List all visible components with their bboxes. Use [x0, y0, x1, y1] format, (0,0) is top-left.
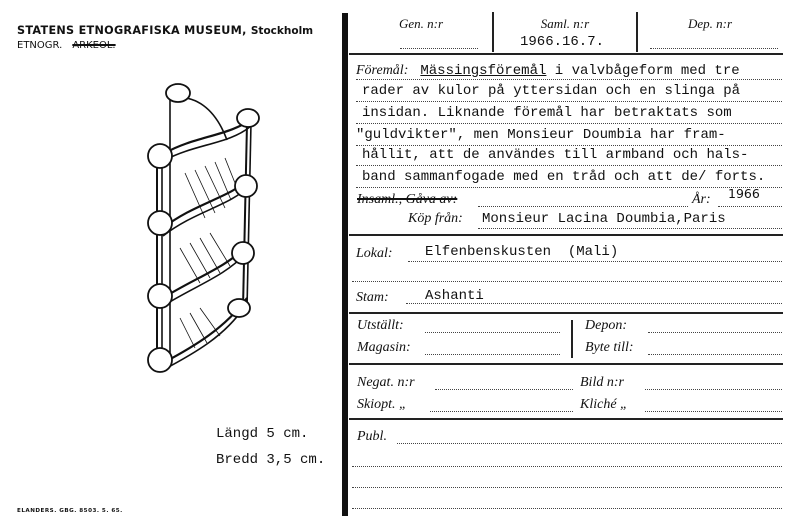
kop-value: Monsieur Lacina Doumbia,Paris [482, 211, 726, 227]
dotted-line [356, 101, 782, 102]
divider [349, 53, 783, 55]
kliche-field[interactable] [645, 411, 782, 412]
stam-value: Ashanti [425, 288, 484, 304]
dotted-line [356, 165, 782, 166]
year-value: 1966 [728, 186, 760, 201]
byte-till-field[interactable] [648, 354, 782, 355]
utstallt-label: Utställt: [357, 318, 404, 333]
negat-label: Negat. n:r [357, 375, 415, 390]
utstallt-field[interactable] [425, 332, 560, 333]
magasin-field[interactable] [425, 354, 560, 355]
stam-label: Stam: [356, 290, 389, 305]
publ-line[interactable] [352, 466, 782, 467]
divider [349, 312, 783, 314]
museum-heading [17, 24, 313, 37]
kop-label: Köp från: [408, 211, 463, 226]
insaml-gava-label: Insaml., Gåva av: [357, 192, 458, 207]
dotted-line [356, 145, 782, 146]
gava-field[interactable] [478, 206, 688, 207]
year-field[interactable] [718, 206, 782, 207]
byte-till-label: Byte till: [585, 340, 634, 355]
brass-object-illustration [135, 78, 260, 378]
foremal-title: Mässingsföremål [420, 63, 547, 79]
museum-city: Stockholm [250, 25, 314, 37]
publ-line[interactable] [352, 487, 782, 488]
foremal-line-1 [356, 61, 782, 79]
department-struck: ARKEOL. [72, 40, 116, 51]
lokal-label: Lokal: [356, 246, 393, 261]
bild-label: Bild n:r [580, 375, 624, 390]
negat-field[interactable] [435, 389, 573, 390]
lokal-value: Elfenbenskusten (Mali) [425, 244, 619, 260]
department-line [17, 40, 116, 51]
kliche-label: Kliché „ [580, 397, 628, 412]
object-drawing [135, 78, 260, 378]
foremal-text: i valvbågeform med tre [546, 63, 740, 79]
divider [349, 418, 783, 420]
publ-field[interactable] [397, 443, 782, 444]
printer-mark: ELANDERS. GBG. 8503. 5. 65. [17, 508, 123, 514]
dep-nr-label: Dep. n:r [687, 16, 733, 31]
gen-nr-field[interactable] [400, 48, 478, 49]
dotted-line [356, 187, 782, 188]
publ-label: Publ. [357, 429, 387, 444]
dotted-line [356, 123, 782, 124]
length-text: Längd 5 cm. [216, 426, 309, 442]
foremal-text: band sammanfogade med en tråd och att de/ forts. [362, 169, 766, 185]
dep-nr-field[interactable] [650, 48, 778, 49]
depon-label: Depon: [585, 318, 627, 333]
divider [349, 234, 783, 236]
saml-nr-value: 1966.16.7. [520, 34, 605, 50]
card-left-bar [342, 13, 348, 516]
gen-nr-label: Gen. n:r [398, 16, 444, 31]
bild-field[interactable] [645, 389, 782, 390]
saml-nr-label: Saml. n:r [540, 16, 590, 31]
foremal-text: insidan. Liknande föremål har betraktats som [362, 105, 732, 121]
magasin-label: Magasin: [357, 340, 411, 355]
foremal-label: Föremål: [356, 63, 409, 78]
lokal-field[interactable] [408, 261, 782, 262]
department-active: ETNOGR. [17, 40, 63, 51]
depon-field[interactable] [648, 332, 782, 333]
dotted-line [352, 281, 782, 282]
dotted-line [356, 79, 782, 80]
foremal-text: "guldvikter", men Monsieur Doumbia har fram- [356, 127, 726, 143]
divider [349, 363, 783, 365]
kop-field[interactable] [478, 228, 782, 229]
skiopt-label: Skiopt. „ [357, 397, 407, 412]
museum-name: STATENS ETNOGRAFISKA MUSEUM, [17, 24, 247, 37]
publ-line[interactable] [352, 508, 782, 509]
storage-separator [571, 320, 573, 358]
foremal-text: rader av kulor på yttersidan och en slinga på [362, 83, 741, 99]
skiopt-field[interactable] [430, 411, 573, 412]
foremal-text: hållit, att de användes till armband och hals- [362, 147, 749, 163]
width-text: Bredd 3,5 cm. [216, 452, 326, 468]
year-label: År: [692, 192, 711, 207]
